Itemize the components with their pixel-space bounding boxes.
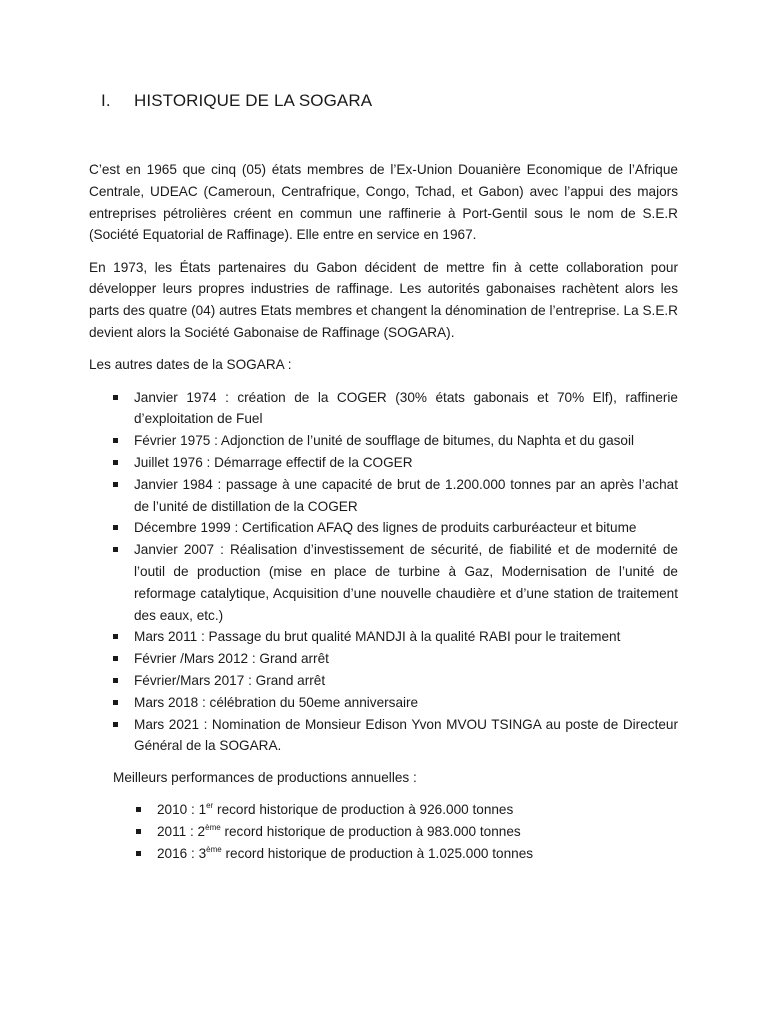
square-bullet-icon [113, 678, 118, 683]
list-item [89, 648, 678, 670]
list-item [89, 626, 678, 648]
section-title: HISTORIQUE DE LA SOGARA [134, 91, 373, 110]
perf-prefix: 2010 : 1 [157, 802, 207, 818]
perf-suffix: record historique de production à 1.025.000 tonnes [221, 845, 534, 861]
list-item-text: Janvier 1974 : création de la COGER (30% états gabonais et 70% Elf), raffinerie d’exploitation de Fuel [134, 389, 678, 427]
list-item-text: Février /Mars 2012 : Grand arrêt [134, 651, 329, 667]
square-bullet-icon [113, 395, 118, 400]
list-item-text: Mars 2018 : célébration du 50eme anniversaire [134, 694, 419, 710]
ordinal-suffix: ème [206, 844, 222, 854]
list-item [89, 387, 678, 431]
list-item [89, 714, 678, 758]
perf-prefix: 2011 : 2 [157, 823, 206, 839]
paragraph-1973: En 1973, les États partenaires du Gabon décident de mettre fin à cette collaboration pour développer leurs propres industries de raffinage. Les autorités gabonaises rachètent alors les parts des quatre (04) autres Etats membres et changent la dénomination de l’entreprise. La S.E.R devient alors la Société Gabonaise de Raffinage (SOGARA). [89, 259, 678, 341]
ordinal-suffix: er [206, 801, 214, 811]
list-item [89, 670, 678, 692]
square-bullet-icon [113, 438, 118, 443]
section-number: I. [101, 91, 111, 110]
square-bullet-icon [113, 460, 118, 465]
square-bullet-icon [113, 482, 118, 487]
list-item [89, 517, 678, 539]
perf-prefix: 2016 : 3 [157, 845, 207, 861]
list-item-text: Février/Mars 2017 : Grand arrêt [134, 673, 326, 689]
ordinal-suffix: ème [205, 822, 221, 832]
list-item [89, 692, 678, 714]
list-item [89, 843, 678, 865]
list-item-text: Janvier 1984 : passage à une capacité de brut de 1.200.000 tonnes par an après l’achat de l’unité de distillation de la COGER [134, 476, 678, 514]
list-item-text: Février 1975 : Adjonction de l’unité de soufflage de bitumes, du Naphta et du gasoil [134, 433, 635, 449]
list-item-text: Décembre 1999 : Certification AFAQ des lignes de produits carburéacteur et bitume [134, 520, 637, 536]
dates-intro: Les autres dates de la SOGARA : [89, 357, 292, 373]
performances-intro: Meilleurs performances de productions annuelles : [113, 770, 417, 786]
square-bullet-icon [136, 807, 141, 812]
list-item-text: Juillet 1976 : Démarrage effectif de la COGER [134, 455, 413, 471]
square-bullet-icon [113, 547, 118, 552]
square-bullet-icon [113, 634, 118, 639]
paragraph-origins: C’est en 1965 que cinq (05) états membres de l’Ex-Union Douanière Economique de l’Afrique Centrale, UDEAC (Cameroun, Centrafrique, Congo, Tchad, et Gabon) avec l’appui des majors entreprises pétrolières créent en commun une raffinerie à Port-Gentil sous le nom de S.E.R (Société Equatorial de Raffinage). Elle entre en service en 1967. [89, 162, 678, 243]
square-bullet-icon [113, 656, 118, 661]
list-item [89, 539, 678, 626]
perf-suffix: record historique de production à 983.000 tonnes [220, 823, 521, 839]
performances-list [89, 799, 678, 864]
dates-list [89, 387, 678, 758]
perf-suffix: record historique de production à 926.000 tonnes [213, 802, 514, 818]
list-item [89, 474, 678, 518]
list-item [89, 821, 678, 843]
square-bullet-icon [113, 525, 118, 530]
list-item-text: Mars 2011 : Passage du brut qualité MANDJI à la qualité RABI pour le traitement [134, 629, 621, 645]
square-bullet-icon [113, 700, 118, 705]
list-item [89, 452, 678, 474]
square-bullet-icon [136, 829, 141, 834]
document-body [89, 159, 678, 864]
square-bullet-icon [113, 722, 118, 727]
list-item [89, 430, 678, 452]
list-item-text: Mars 2021 : Nomination de Monsieur Edison Yvon MVOU TSINGA au poste de Directeur Général de la SOGARA. [134, 716, 678, 754]
list-item [89, 799, 678, 821]
list-item-text: Janvier 2007 : Réalisation d’investissement de sécurité, de fiabilité et de modernité de l’outil de production (mise en place de turbine à Gaz, Modernisation de l’unité de reformage catalytique, Acquisition d’une nouvelle chaudière et d’une station de traitement des eaux, etc.) [134, 542, 678, 623]
square-bullet-icon [136, 851, 141, 856]
section-heading [101, 91, 372, 111]
